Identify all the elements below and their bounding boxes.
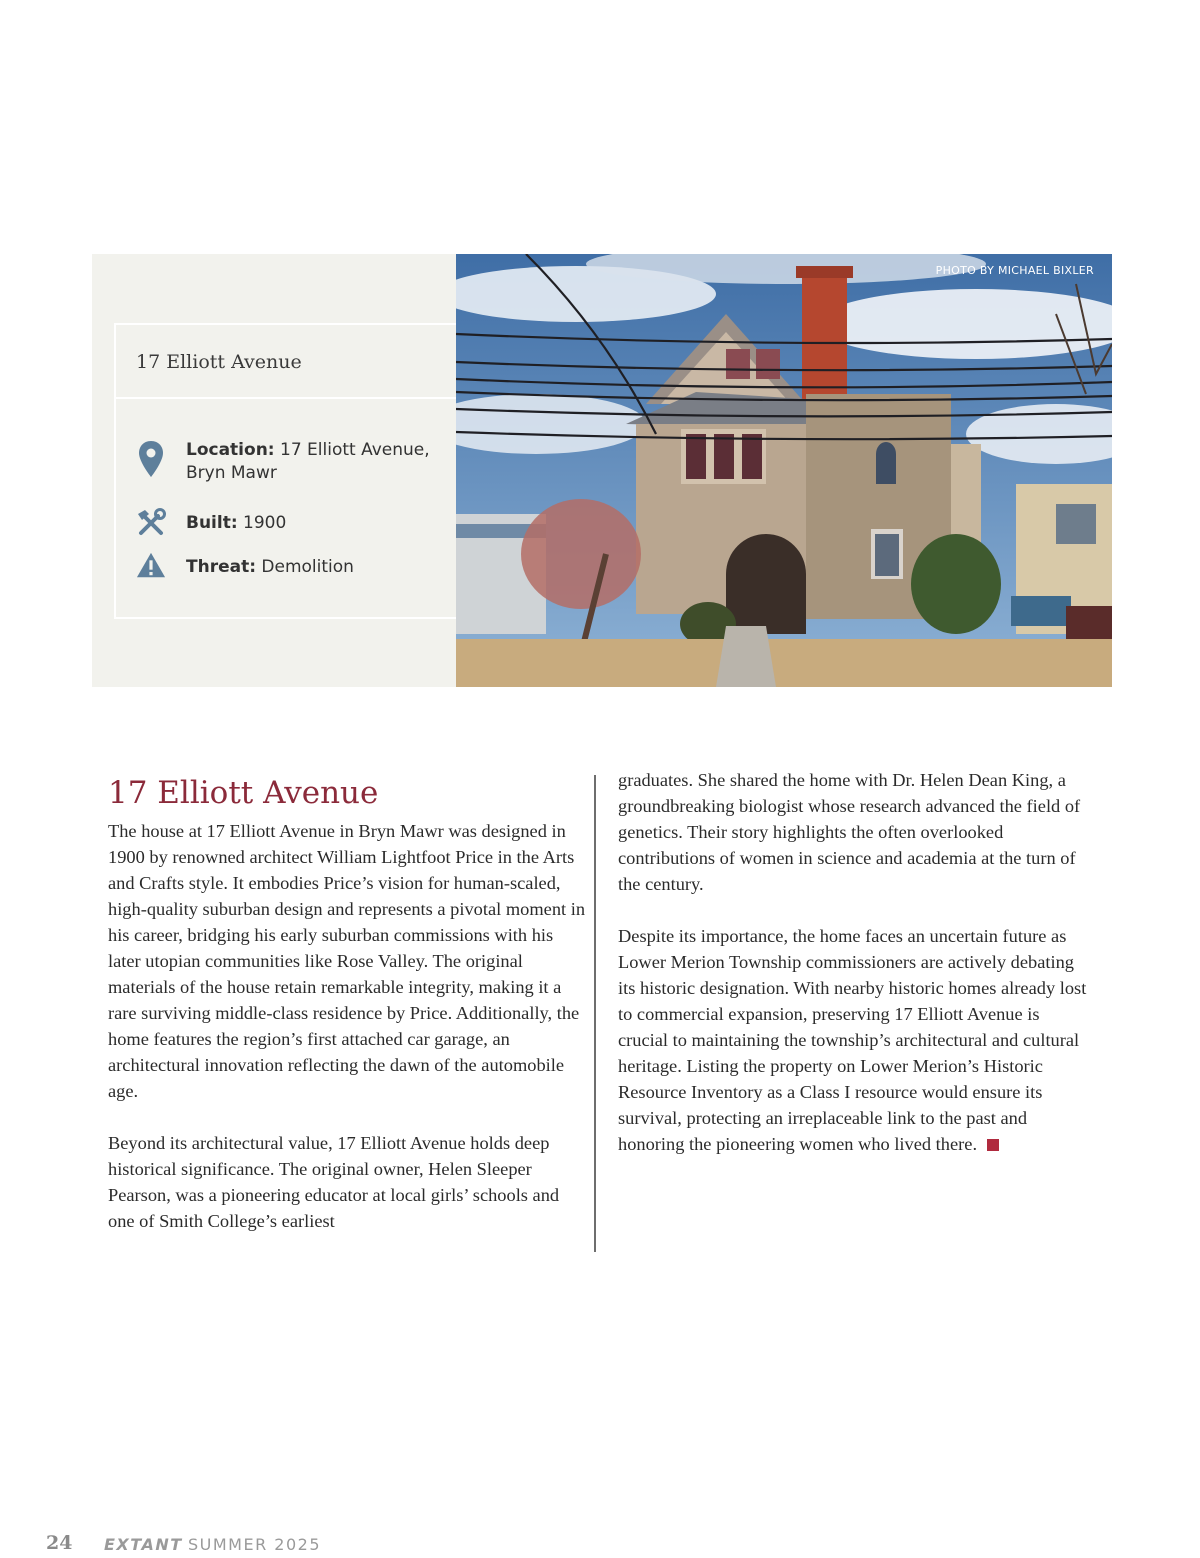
photo-credit: PHOTO BY MICHAEL BIXLER xyxy=(935,264,1094,277)
paragraph-text: Despite its importance, the home faces an uncertain future as Lower Merion Township commissioners are actively debating its historic designation. With nearby historic homes already lost to commercial expansion, preserving 17 Elliott Avenue is crucial to maintaining the township’s architectural and cultural heritage. Listing the property on Lower Merion’s Historic Resource Inventory as a Class I resource would ensure its survival, protecting an irreplaceable link to the past and honoring the pioneering women who lived there. xyxy=(618,926,1087,1154)
location-label: Location: xyxy=(186,440,275,460)
threat-label: Threat: xyxy=(186,557,257,577)
location-pin-icon xyxy=(136,439,166,479)
built-value: 1900 xyxy=(243,513,287,533)
article-column-1 xyxy=(108,818,588,1234)
warning-icon xyxy=(136,551,166,579)
property-title: 17 Elliott Avenue xyxy=(136,351,302,373)
location-value-line2: Bryn Mawr xyxy=(186,463,277,483)
end-mark-icon xyxy=(987,1139,999,1151)
paragraph: The house at 17 Elliott Avenue in Bryn Mawr was designed in 1900 by renowned architect William Lightfoot Price in the Arts and Crafts style. It embodies Price’s vision for human-scaled, high-quality suburban design and represents a pivotal moment in his career, bridging his early suburban commissions with his later utopian communities like Rose Valley. The original materials of the house retain remarkable integrity, making it a rare surviving middle-class residence by Price. Additionally, the home features the region’s first attached car garage, an architectural innovation reflecting the dawn of the automobile age. xyxy=(108,821,586,1101)
article-column-2 xyxy=(618,767,1088,1157)
paragraph-last xyxy=(618,923,1088,1157)
house-photo xyxy=(456,254,1112,687)
page-footer xyxy=(46,1532,322,1554)
threat-text xyxy=(186,556,456,579)
threat-value: Demolition xyxy=(261,557,354,577)
tools-icon xyxy=(136,508,166,538)
column-divider xyxy=(594,775,596,1252)
issue-label: SUMMER 2025 xyxy=(188,1535,322,1554)
info-divider xyxy=(116,397,456,399)
publication-name: EXTANT xyxy=(104,1535,183,1554)
page-number: 24 xyxy=(46,1532,73,1554)
paragraph: graduates. She shared the home with Dr. Helen Dean King, a groundbreaking biologist whose research advanced the field of genetics. Their story highlights the often overlooked contributions of women in science and academia at the turn of the century. xyxy=(618,770,1081,894)
built-text xyxy=(186,512,456,535)
property-info-box xyxy=(114,323,456,619)
paragraph: Beyond its architectural value, 17 Elliott Avenue holds deep historical significance. The original owner, Helen Sleeper Pearson, was a pioneering educator at local girls’ schools and one of Smith College’s earliest xyxy=(108,1133,560,1231)
house-illustration xyxy=(456,254,1112,687)
article-title: 17 Elliott Avenue xyxy=(108,775,379,811)
built-label: Built: xyxy=(186,513,238,533)
location-text xyxy=(186,439,456,485)
location-value: 17 Elliott Avenue, xyxy=(280,440,430,460)
